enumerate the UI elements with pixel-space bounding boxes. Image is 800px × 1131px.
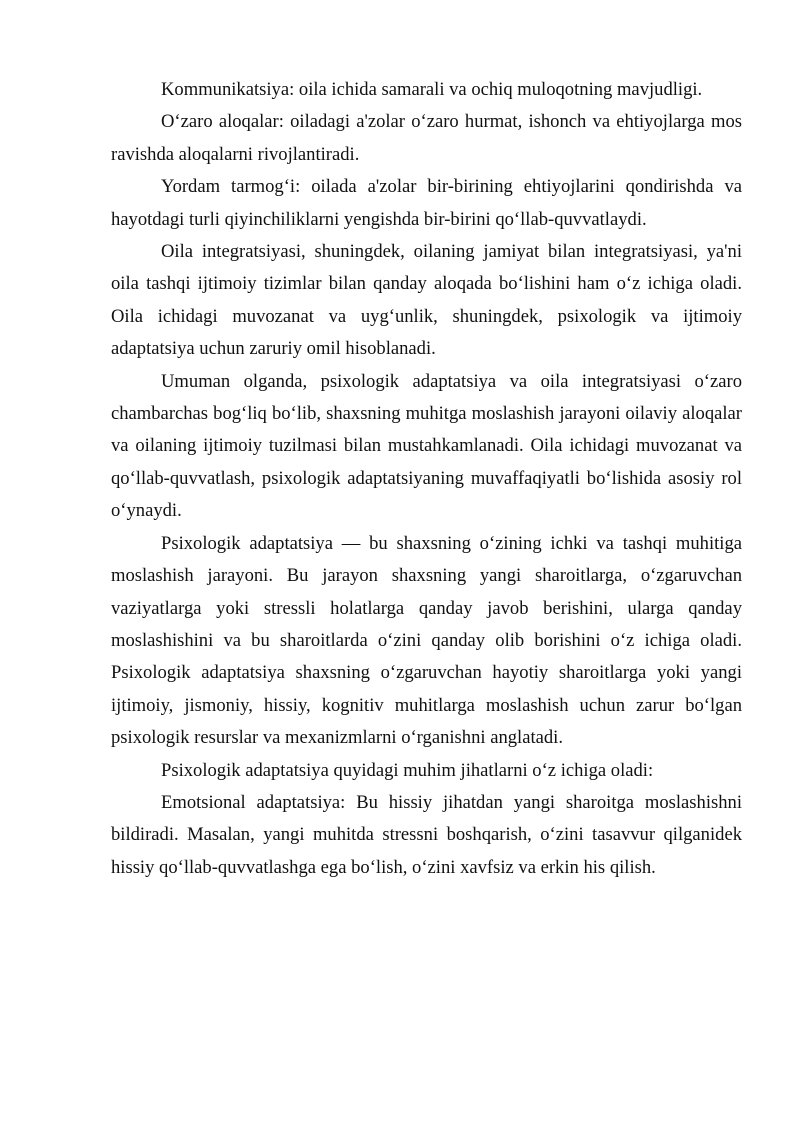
paragraph-oila-integratsiyasi: Oila integratsiyasi, shuningdek, oilaning jamiyat bilan integratsiyasi, ya'ni oila tashqi ijtimoiy tizimlar bilan qanday aloqada bo‘lishini ham o‘z ichiga oladi. Oila ichidagi muvozanat va uyg‘unlik, shuningdek, psixologik va ijtimoiy adaptatsiya uchun zaruriy omil hisoblanadi. (111, 241, 742, 360)
document-page (111, 74, 742, 884)
paragraph-emotsional-adaptatsiya: Emotsional adaptatsiya: Bu hissiy jihatdan yangi sharoitga moslashishni bildiradi. Masalan, yangi muhitda stressni boshqarish, o‘zini tasavvur qilganidek hissiy qo‘llab-quvvatlashga ega bo‘lish, o‘zini xavfsiz va erkin his qilish. (111, 791, 742, 878)
paragraph-umuman-olganda: Umuman olganda, psixologik adaptatsiya va oila integratsiyasi o‘zaro chambarchas bog‘liq bo‘lib, shaxsning muhitga moslashish jarayoni oilaviy aloqalar va oilaning ijtimoiy tuzilmasi bilan mustahkamlanadi. Oila ichidagi muvozanat va qo‘llab-quvvatlash, psixologik adaptatsiyaning muvaffaqiyatli bo‘lishida asosiy rol o‘ynaydi. (111, 370, 742, 522)
paragraph-aspects-intro: Psixologik adaptatsiya quyidagi muhim jihatlarni o‘z ichiga oladi: (161, 759, 654, 781)
paragraph-kommunikatsiya: Kommunikatsiya: oila ichida samarali va ochiq muloqotning mavjudligi. (161, 79, 703, 100)
paragraph-yordam-tarmogi: Yordam tarmog‘i: oilada a'zolar bir-birining ehtiyojlarini qondirishda va hayotdagi turli qiyinchiliklarni yengishda bir-birini qo‘llab-quvvatlaydi. (111, 176, 742, 230)
paragraph-psixologik-adaptatsiya-definition: Psixologik adaptatsiya — bu shaxsning o‘zining ichki va tashqi muhitiga moslashish jarayoni. Bu jarayon shaxsning yangi sharoitlarga, o‘zgaruvchan vaziyatlarga yoki stressli holatlarga qanday javob berishini, ularga qanday moslashishini va bu sharoitlarda o‘zini qanday olib borishini o‘z ichiga oladi. Psixologik adaptatsiya shaxsning o‘zgaruvchan hayotiy sharoitlarga yoki yangi ijtimoiy, jismoniy, hissiy, kognitiv muhitlarga moslashish uchun zarur bo‘lgan psixologik resurslar va mexanizmlarni o‘rganishni anglatadi. (111, 532, 742, 749)
paragraph-ozaro-aloqalar: O‘zaro aloqalar: oiladagi a'zolar o‘zaro hurmat, ishonch va ehtiyojlarga mos ravishda aloqalarni rivojlantiradi. (111, 111, 742, 165)
